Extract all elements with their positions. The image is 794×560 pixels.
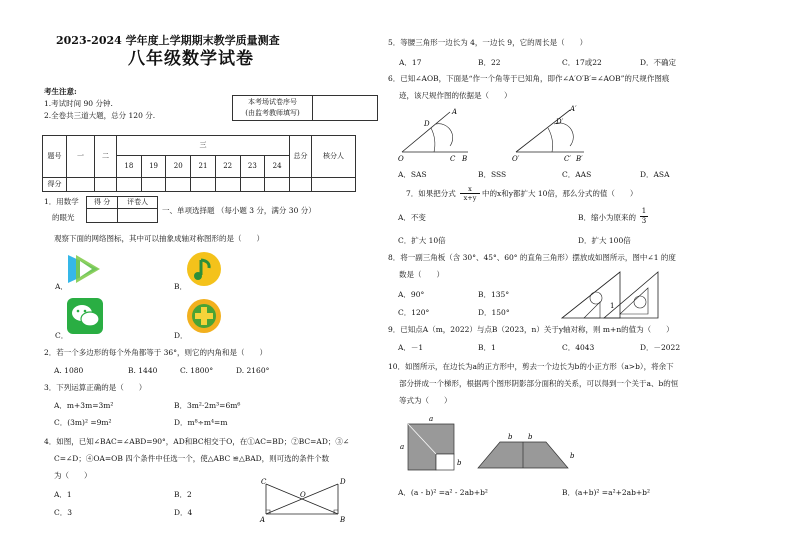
q5-opt-b[interactable]: B．22	[478, 58, 501, 67]
q6-point-b: B	[462, 155, 468, 163]
qnum-cell: 21	[191, 156, 216, 178]
notes-heading: 考生注意:	[44, 87, 77, 96]
q7-fraction: x x+y	[460, 185, 480, 202]
seat-number-field[interactable]	[313, 96, 378, 121]
mini-grader-cell[interactable]	[118, 209, 158, 223]
chat-app-icon	[67, 298, 103, 334]
q3-opt-a[interactable]: A．m+3m=3m²	[54, 401, 114, 410]
qnum-cell: 23	[240, 156, 265, 178]
section1-heading: 一、单项选择题 （每小题 3 分，满分 30 分）	[162, 206, 316, 215]
q7-opt-c[interactable]: C．扩大 10倍	[398, 236, 446, 245]
qnum-cell: 20	[166, 156, 191, 178]
q6-point-o-prime: O′	[512, 155, 520, 163]
q8-text-line2: 数是（ ）	[399, 270, 444, 279]
seat-number-box	[232, 95, 378, 121]
q4-opt-c[interactable]: C．3	[54, 508, 73, 517]
q8-opt-c[interactable]: C．120°	[398, 308, 430, 317]
score-cell[interactable]	[67, 178, 95, 192]
q4-figure	[258, 478, 348, 524]
music-app-icon	[186, 251, 222, 287]
q6-text-line1: 6．已知∠AOB，下面是“作一个角等于已知角，即作∠A′O′B′=∠AOB”的尺规作图痕	[388, 74, 670, 83]
q4-opt-b[interactable]: B．2	[174, 490, 192, 499]
score-cell[interactable]	[95, 178, 117, 192]
q7-opt-b[interactable]: B．缩小为原来的	[578, 213, 637, 222]
score-cell[interactable]	[117, 178, 142, 192]
q4-text-line3: 为（ ）	[54, 471, 92, 480]
header-tihao: 题号	[43, 136, 67, 178]
q3-text: 3．下列运算正确的是（ ）	[44, 383, 147, 392]
q1-prefix: 1．用数学	[44, 197, 79, 206]
q1-text: 观察下面的网络图标，其中可以抽象成轴对称图形的是（ ）	[54, 234, 264, 243]
q10-opt-b[interactable]: B．(a+b)² =a²+2ab+b²	[562, 488, 650, 497]
q9-opt-b[interactable]: B．1	[478, 343, 496, 352]
q7-text-pre: 7．如果把分式	[406, 189, 456, 198]
q1-opt-a[interactable]: A．	[55, 282, 68, 291]
q10-text-line3: 等式为（ ）	[399, 396, 452, 405]
seat-label: 本考场试卷序号 (由监考教师填写)	[233, 96, 313, 121]
q3-opt-d[interactable]: D．m⁸÷m⁴=m	[174, 418, 228, 427]
q7-opt-b-fraction: 1 3	[641, 207, 647, 225]
q8-opt-d[interactable]: D．150°	[478, 308, 510, 317]
q10-square-figure	[398, 412, 468, 476]
q5-text: 5．等腰三角形一边长为 4，一边长 9，它的周长是（ ）	[388, 38, 588, 47]
q6-point-d-prime: D′	[556, 118, 564, 126]
note-item-2: 2.全卷共三道大题，总分 120 分.	[44, 111, 156, 120]
q10-label-b-right: b	[457, 459, 462, 467]
q10-text-line1: 10．如图所示，在边长为a的正方形中，剪去一个边长为b的小正方形（a>b），将余下	[388, 362, 674, 371]
score-cell[interactable]	[240, 178, 265, 192]
q10-label-a-left: a	[400, 443, 405, 451]
score-cell[interactable]	[215, 178, 240, 192]
qnum-cell: 18	[117, 156, 142, 178]
mini-grader-label: 评卷人	[118, 197, 158, 209]
q2-opt-d[interactable]: D. 2160°	[236, 366, 270, 375]
q8-angle-mark: 1	[610, 302, 615, 310]
score-cell[interactable]	[141, 178, 166, 192]
mini-score-table	[86, 196, 158, 223]
q2-opt-c[interactable]: C. 1800°	[180, 366, 214, 375]
exam-subtitle: 八年级数学试卷	[128, 49, 254, 69]
score-cell[interactable]	[312, 178, 356, 192]
q6-opt-b[interactable]: B．SSS	[478, 170, 507, 179]
q6-figure-copy	[512, 106, 592, 162]
header-total: 总分	[290, 136, 312, 178]
q4-text-line1: 4．如图，已知∠BAC=∠ABD=90°，AD和BC相交于O，在①AC=BD；②BC=AD；③∠	[44, 437, 350, 446]
score-table	[42, 135, 356, 192]
q7-opt-a[interactable]: A．不变	[398, 213, 426, 222]
score-cell[interactable]	[166, 178, 191, 192]
header-section-3: 三	[117, 136, 290, 156]
q9-opt-d[interactable]: D．－2022	[640, 343, 681, 352]
q6-point-a: A	[452, 108, 458, 116]
q4-point-a: A	[260, 516, 266, 524]
qnum-cell: 22	[215, 156, 240, 178]
q10-label-b-side: b	[570, 452, 575, 460]
q7-opt-d[interactable]: D．扩大 100倍	[578, 236, 631, 245]
q2-opt-a[interactable]: A. 1080	[54, 366, 84, 375]
q10-trapezoid-figure	[476, 430, 576, 474]
q4-opt-d[interactable]: D．4	[174, 508, 193, 517]
q5-opt-d[interactable]: D．不确定	[640, 58, 677, 67]
q6-opt-c[interactable]: C．AAS	[562, 170, 592, 179]
video-app-icon	[66, 251, 102, 287]
q8-opt-a[interactable]: A．90°	[398, 290, 425, 299]
q6-point-b-prime: B′	[576, 155, 583, 163]
q6-point-c: C	[450, 155, 456, 163]
q3-opt-b[interactable]: B．3m²·2m³=6m⁶	[174, 401, 241, 410]
q4-text-line2: C=∠D；④OA=OB 四个条件中任选一个，使△ABC ≌△BAD，则可选的条件个数	[54, 454, 330, 463]
q1-opt-c[interactable]: C．	[55, 331, 69, 340]
q6-point-d: D	[424, 120, 430, 128]
q2-opt-b[interactable]: B. 1440	[128, 366, 158, 375]
q8-text-line1: 8．将一副三角板（含 30°、45°、60° 的直角三角形）摆放成如图所示，图中∠1 的度	[388, 253, 676, 262]
note-item-1: 1.考试时间 90 分钟.	[44, 99, 113, 108]
q2-text: 2．若一个多边形的每个外角都等于 36°，则它的内角和是（ ）	[44, 348, 267, 357]
q6-opt-d[interactable]: D．ASA	[640, 170, 670, 179]
q9-opt-a[interactable]: A．－1	[398, 343, 424, 352]
q6-point-o: O	[398, 155, 404, 163]
score-cell[interactable]	[265, 178, 290, 192]
q4-point-b: B	[340, 516, 346, 524]
qnum-cell: 19	[141, 156, 166, 178]
header-checker: 核分人	[312, 136, 356, 178]
score-cell[interactable]	[191, 178, 216, 192]
q4-point-c: C	[261, 478, 267, 486]
mini-score-label: 得 分	[87, 197, 118, 209]
q6-text-line2: 迹，该尺规作图的依据是（ ）	[399, 91, 512, 100]
q3-opt-c[interactable]: C．(3m)² =9m²	[54, 418, 112, 427]
exam-title: 2023-2024 学年度上学期期末教学质量测查	[56, 34, 280, 47]
q4-point-d: D	[340, 478, 346, 486]
q6-figure-original	[398, 106, 478, 162]
q10-label-b-top-right: b	[528, 433, 533, 441]
q10-label-a-top: a	[429, 415, 434, 423]
q4-point-o: O	[300, 491, 306, 499]
qnum-cell: 24	[265, 156, 290, 178]
q5-opt-a[interactable]: A．17	[399, 58, 422, 67]
q8-opt-b[interactable]: B．135°	[478, 290, 510, 299]
q10-text-line2: 部分拼成一个梯形，根据两个图形阴影部分面积的关系，可以得到一个关于a、b的恒	[399, 379, 679, 388]
header-section-1: 一	[67, 136, 95, 178]
score-cell[interactable]	[290, 178, 312, 192]
q10-label-b-top-left: b	[508, 433, 513, 441]
q4-opt-a[interactable]: A．1	[54, 490, 72, 499]
q9-opt-c[interactable]: C．4043	[562, 343, 595, 352]
q9-text: 9．已知点A（m，2022）与点B（2023，n）关于y轴对称，则 m+n的值为（ ）	[388, 325, 674, 334]
row-score-label: 得分	[43, 178, 67, 192]
q6-point-a-prime: A′	[570, 105, 577, 113]
q6-opt-a[interactable]: A．SAS	[398, 170, 427, 179]
mini-score-cell[interactable]	[87, 209, 118, 223]
header-section-2: 二	[95, 136, 117, 178]
q1-opt-b[interactable]: B．	[174, 282, 188, 291]
q1-opt-d[interactable]: D．	[174, 331, 188, 340]
q6-point-c-prime: C′	[564, 155, 571, 163]
plus-app-icon	[186, 298, 222, 334]
q5-opt-c[interactable]: C．17或22	[562, 58, 602, 67]
q7-text-post: 中的x和y都扩大 10倍，那么分式的值（ ）	[482, 189, 638, 198]
q8-triangle-figure	[560, 268, 664, 320]
q1-suffix: 的眼光	[52, 213, 75, 222]
q10-opt-a[interactable]: A．(a - b)² =a² - 2ab+b²	[398, 488, 488, 497]
